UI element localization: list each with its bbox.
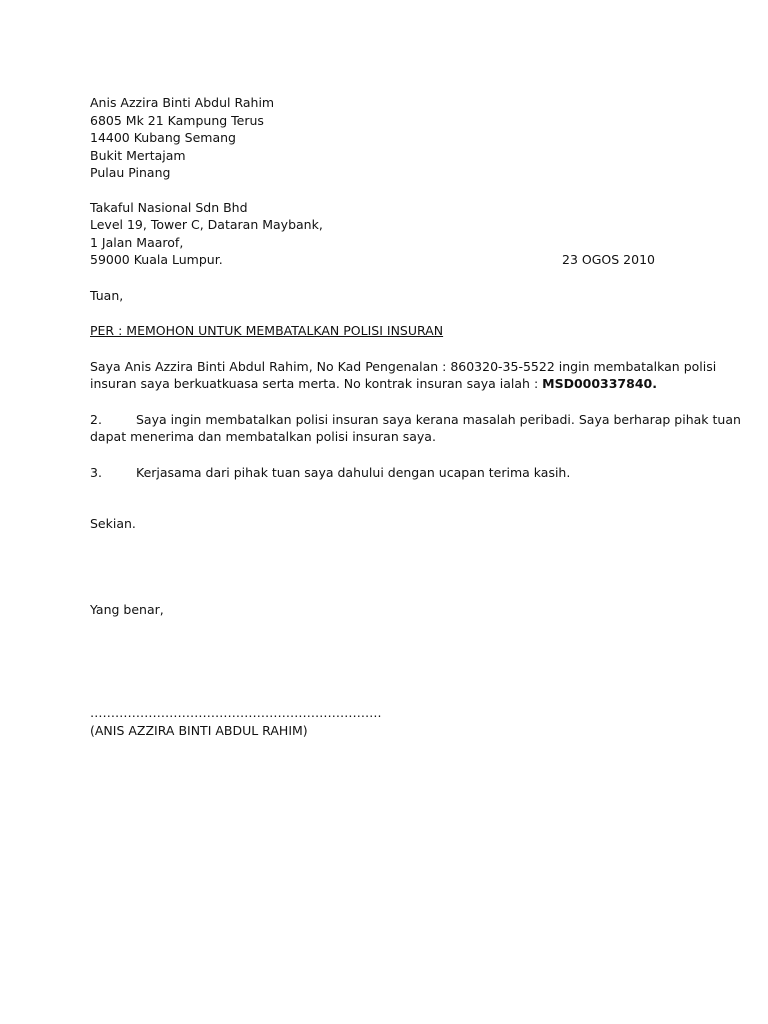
signoff: Yang benar, [90, 601, 164, 617]
paragraph-2 [90, 411, 741, 446]
recipient-address [90, 199, 680, 269]
closing: Sekian. [90, 516, 136, 531]
paragraph-2-line: dapat menerima dan membatalkan polisi insuran saya. [90, 429, 436, 444]
signature-line: ……………………………………………………………. [90, 705, 382, 720]
sender-address-line: 6805 Mk 21 Kampung Terus [90, 112, 264, 128]
sender-address [90, 94, 680, 182]
paragraph-1-line: Saya Anis Azzira Binti Abdul Rahim, No Kad Pengenalan : 860320-35-5522 ingin membatalkan polisi [90, 358, 717, 374]
sender-address-line: Pulau Pinang [90, 165, 171, 180]
sender-name: Anis Azzira Binti Abdul Rahim [90, 95, 275, 110]
paragraph-number: 3. [90, 464, 102, 480]
salutation: Tuan, [90, 287, 124, 303]
paragraph-3-line [90, 464, 680, 482]
letter [90, 94, 741, 739]
paragraph-3-text: Kerjasama dari pihak tuan saya dahului dengan ucapan terima kasih. [136, 464, 571, 480]
sender-address-line: Bukit Mertajam [90, 147, 186, 163]
paragraph-1-text: insuran saya berkuatkuasa serta merta. No kontrak insuran saya ialah : [90, 376, 543, 391]
recipient-address-line: 1 Jalan Maarof, [90, 234, 184, 250]
sender-address-line: 14400 Kubang Semang [90, 130, 236, 145]
recipient-last-row [90, 251, 655, 269]
paragraph-3 [90, 464, 680, 482]
subject-line: PER : MEMOHON UNTUK MEMBATALKAN POLISI INSURAN [90, 323, 444, 338]
recipient-name: Takaful Nasional Sdn Bhd [90, 199, 248, 215]
recipient-address-line: 59000 Kuala Lumpur. [90, 252, 223, 267]
paragraph-1 [90, 358, 717, 393]
paragraph-2-text: Saya ingin membatalkan polisi insuran saya kerana masalah peribadi. Saya berharap pihak tuan [136, 411, 741, 427]
signatory-name: (ANIS AZZIRA BINTI ABDUL RAHIM) [90, 722, 308, 738]
recipient-address-line: Level 19, Tower C, Dataran Maybank, [90, 217, 323, 232]
paragraph-1-line [90, 375, 680, 393]
letter-date: 23 OGOS 2010 [562, 252, 655, 267]
paragraph-2-line [90, 411, 741, 429]
contract-number: MSD000337840. [542, 376, 657, 391]
paragraph-number: 2. [90, 411, 102, 427]
